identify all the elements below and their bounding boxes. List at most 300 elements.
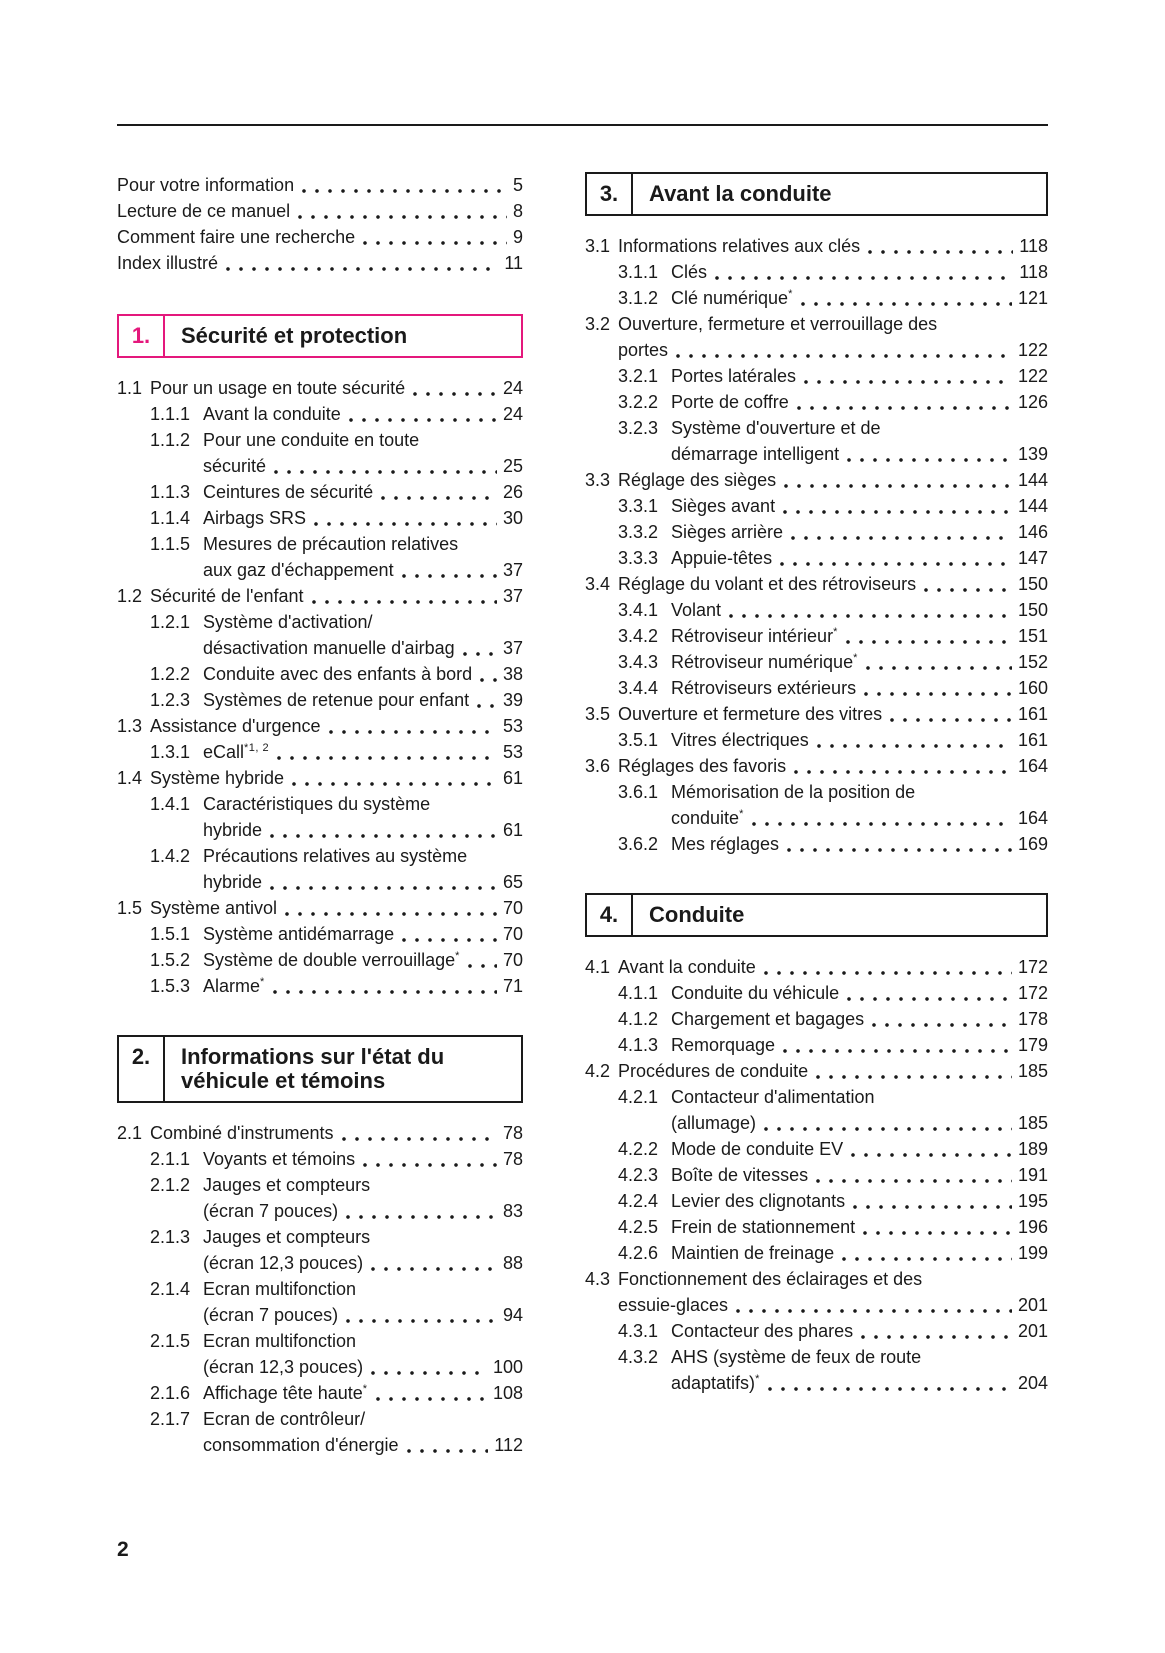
right-section-slot (585, 172, 1048, 1396)
entry-page-number: 30 (502, 508, 523, 528)
toc-section-3 (585, 172, 1048, 857)
dot-leader (768, 1387, 1012, 1391)
entry-label: Système antivol (150, 898, 278, 918)
entry-label: Rétroviseurs extérieurs (671, 678, 857, 698)
toc-entry[interactable] (117, 531, 523, 583)
toc-entry[interactable] (585, 597, 1048, 623)
toc-entry[interactable] (585, 285, 1048, 311)
entry-number: 4.1 (585, 957, 611, 977)
dot-leader (851, 1153, 1012, 1157)
footnote-marker: * (853, 652, 858, 664)
entry-label: Système de double verrouillage* (203, 950, 460, 970)
entry-label: Volant (671, 600, 722, 620)
footnote-marker: * (455, 950, 460, 962)
toc-entry[interactable] (585, 311, 1048, 363)
dot-leader (371, 1371, 487, 1375)
entry-label: Lecture de ce manuel (117, 201, 291, 221)
entry-label-line: Ecran multifonction (203, 1279, 357, 1299)
toc-entry[interactable] (585, 519, 1048, 545)
toc-entry[interactable] (585, 831, 1048, 857)
entry-number: 1.2.1 (150, 612, 191, 632)
dot-leader (480, 678, 497, 682)
entry-number: 3.2.2 (618, 392, 659, 412)
toc-entry[interactable] (585, 675, 1048, 701)
entry-number: 1.5 (117, 898, 143, 918)
entry-number: 4.2.4 (618, 1191, 659, 1211)
toc-entry[interactable] (585, 363, 1048, 389)
entry-label: Clé numérique* (671, 288, 793, 308)
dot-leader (736, 1309, 1012, 1313)
entry-number: 3.3 (585, 470, 611, 490)
entry-page-number: 108 (492, 1383, 523, 1403)
entry-number: 2.1 (117, 1123, 143, 1143)
dot-leader (298, 215, 507, 219)
toc-entry[interactable] (117, 1172, 523, 1224)
toc-entry[interactable] (117, 401, 523, 427)
toc-entry[interactable] (117, 1406, 523, 1458)
dot-leader (349, 418, 497, 422)
toc-entry[interactable] (585, 1214, 1048, 1240)
dot-leader (346, 1319, 497, 1323)
toc-entry[interactable] (117, 427, 523, 479)
entry-label: Pour un usage en toute sécurité (150, 378, 406, 398)
entry-number: 4.3.1 (618, 1321, 659, 1341)
entry-page-number: 5 (512, 175, 523, 195)
toc-section-2 (117, 1035, 523, 1458)
toc-entry[interactable] (585, 980, 1048, 1006)
entry-number: 3.3.3 (618, 548, 659, 568)
toc-entry[interactable] (117, 224, 523, 250)
entry-label: Système antidémarrage (203, 924, 395, 944)
entry-number: 1.2.3 (150, 690, 191, 710)
entry-label: Sièges arrière (671, 522, 784, 542)
entry-label: adaptatifs)* (671, 1373, 760, 1393)
top-divider-rule (117, 124, 1048, 126)
entry-page-number: 70 (502, 898, 523, 918)
toc-entry[interactable] (585, 954, 1048, 980)
dot-leader (715, 276, 1013, 280)
entry-label: Levier des clignotants (671, 1191, 846, 1211)
dot-leader (847, 458, 1012, 462)
footnote-marker: * (260, 976, 265, 988)
entry-number: 3.4.3 (618, 652, 659, 672)
entry-number: 3.6.1 (618, 782, 659, 802)
entry-page-number: 196 (1017, 1217, 1048, 1237)
entry-number: 4.1.2 (618, 1009, 659, 1029)
dot-leader (402, 938, 497, 942)
footnote-marker: * (362, 1383, 368, 1395)
entry-number: 1.5.3 (150, 976, 191, 996)
entry-label: Chargement et bagages (671, 1009, 865, 1029)
entry-page-number: 78 (502, 1123, 523, 1143)
dot-leader (273, 990, 497, 994)
toc-section-4 (585, 893, 1048, 1396)
entry-page-number: 94 (502, 1305, 523, 1325)
entry-label: Maintien de freinage (671, 1243, 835, 1263)
entry-label: (écran 12,3 pouces) (203, 1357, 364, 1377)
dot-leader (804, 380, 1012, 384)
section-entries (117, 375, 523, 999)
entry-label: Informations relatives aux clés (618, 236, 861, 256)
dot-leader (864, 692, 1012, 696)
entry-label: Vitres électriques (671, 730, 809, 750)
section-header-box (585, 172, 1048, 216)
dot-leader (784, 484, 1012, 488)
entry-number: 2.1.4 (150, 1279, 191, 1299)
entry-label-line: Ouverture, fermeture et verrouillage des (618, 314, 938, 334)
entry-label: Comment faire une recherche (117, 227, 356, 247)
toc-entry[interactable] (117, 687, 523, 713)
toc-entry[interactable] (117, 1276, 523, 1328)
entry-number: 4.2.2 (618, 1139, 659, 1159)
toc-entry[interactable] (117, 843, 523, 895)
entry-page-number: 70 (502, 924, 523, 944)
toc-entry[interactable] (117, 791, 523, 843)
toc-entry[interactable] (117, 973, 523, 999)
entry-page-number: 70 (502, 950, 523, 970)
footnote-marker: * (833, 626, 838, 638)
entry-page-number: 144 (1017, 496, 1048, 516)
dot-leader (853, 1205, 1012, 1209)
toc-entry[interactable] (117, 172, 523, 198)
section-title: Informations sur l'état du véhicule et témoins (181, 1044, 445, 1093)
dot-leader (226, 267, 498, 271)
toc-entry[interactable] (117, 1224, 523, 1276)
entry-label: Index illustré (117, 253, 219, 273)
dot-leader (783, 1049, 1012, 1053)
entry-page-number: 179 (1017, 1035, 1048, 1055)
left-column (117, 172, 523, 1458)
footnote-marker: * (788, 288, 793, 300)
dot-leader (863, 1231, 1012, 1235)
entry-number: 2.1.7 (150, 1409, 191, 1429)
entry-page-number: 147 (1017, 548, 1048, 568)
footnote-marker: *1, 2 (244, 742, 270, 754)
entry-number: 3.3.2 (618, 522, 659, 542)
toc-entry[interactable] (117, 609, 523, 661)
entry-page-number: 71 (502, 976, 523, 996)
entry-number: 2.1.3 (150, 1227, 191, 1247)
entry-number: 1.1.5 (150, 534, 191, 554)
toc-entry[interactable] (117, 505, 523, 531)
dot-leader (791, 536, 1012, 540)
dot-leader (292, 782, 497, 786)
entry-label: Réglage des sièges (618, 470, 777, 490)
dot-leader (817, 744, 1012, 748)
entry-label: Affichage tête haute* (203, 1383, 368, 1403)
dot-leader (312, 600, 497, 604)
entry-number: 4.2.1 (618, 1087, 659, 1107)
toc-entry[interactable] (117, 1380, 523, 1406)
entry-number: 1.1.1 (150, 404, 191, 424)
dot-leader (376, 1397, 487, 1401)
entry-label: portes (618, 340, 669, 360)
toc-entry[interactable] (585, 1058, 1048, 1084)
entry-label: eCall$^{*1, 2}$ (203, 742, 270, 762)
entry-label: Mes réglages (671, 834, 780, 854)
entry-page-number: 83 (502, 1201, 523, 1221)
entry-number: 1.4.1 (150, 794, 191, 814)
entry-page-number: 122 (1017, 340, 1048, 360)
toc-entry[interactable] (585, 1344, 1048, 1396)
entry-label: conduite* (671, 808, 744, 828)
entry-number: 2.1.1 (150, 1149, 191, 1169)
entry-number: 3.4.1 (618, 600, 659, 620)
entry-page-number: 53 (502, 742, 523, 762)
toc-entry[interactable] (585, 233, 1048, 259)
entry-page-number: 61 (502, 768, 523, 788)
entry-page-number: 164 (1017, 756, 1048, 776)
toc-entry[interactable] (585, 259, 1048, 285)
entry-number: 1.4.2 (150, 846, 191, 866)
dot-leader (787, 848, 1012, 852)
entry-page-number: 122 (1017, 366, 1048, 386)
entry-page-number: 161 (1017, 730, 1048, 750)
entry-number: 2.1.6 (150, 1383, 191, 1403)
entry-page-number: 37 (502, 560, 523, 580)
entry-label-line: Précautions relatives au système (203, 846, 468, 866)
entry-number: 3.1.1 (618, 262, 659, 282)
toc-entry[interactable] (585, 649, 1048, 675)
toc-entry[interactable] (585, 1188, 1048, 1214)
toc-entry[interactable] (117, 1146, 523, 1172)
entry-page-number: 152 (1017, 652, 1048, 672)
entry-page-number: 38 (502, 664, 523, 684)
dot-leader (794, 770, 1012, 774)
entry-page-number: 121 (1017, 288, 1048, 308)
entry-label: Sécurité de l'enfant (150, 586, 304, 606)
section-number: 4. (587, 895, 633, 935)
entry-label-line: Jauges et compteurs (203, 1227, 371, 1247)
toc-entry[interactable] (117, 583, 523, 609)
dot-leader (285, 912, 497, 916)
entry-page-number: 204 (1017, 1373, 1048, 1393)
dot-leader (764, 1127, 1012, 1131)
dot-leader (924, 588, 1012, 592)
entry-number: 1.3 (117, 716, 143, 736)
entry-page-number: 146 (1017, 522, 1048, 542)
toc-entry[interactable] (585, 545, 1048, 571)
entry-page-number: 126 (1017, 392, 1048, 412)
toc-entry[interactable] (117, 895, 523, 921)
right-column (585, 172, 1048, 1458)
entry-page-number: 160 (1017, 678, 1048, 698)
entry-label: Alarme* (203, 976, 265, 996)
dot-leader (381, 496, 497, 500)
entry-label-line: Fonctionnement des éclairages et des (618, 1269, 923, 1289)
entry-label-line: AHS (système de feux de route (671, 1347, 922, 1367)
toc-entry[interactable] (585, 467, 1048, 493)
entry-page-number: 112 (494, 1435, 523, 1455)
entry-label: (écran 12,3 pouces) (203, 1253, 364, 1273)
dot-leader (270, 834, 497, 838)
entry-number: 4.3.2 (618, 1347, 659, 1367)
entry-page-number: 100 (492, 1357, 523, 1377)
entry-label: Ouverture et fermeture des vitres (618, 704, 883, 724)
entry-page-number: 195 (1017, 1191, 1048, 1211)
entry-page-number: 37 (502, 586, 523, 606)
toc-entry[interactable] (585, 1318, 1048, 1344)
entry-number: 3.2 (585, 314, 611, 334)
toc-entry[interactable] (117, 739, 523, 765)
entry-label-line: Contacteur d'alimentation (671, 1087, 875, 1107)
toc-entry[interactable] (585, 623, 1048, 649)
toc-entry[interactable] (585, 1032, 1048, 1058)
toc-entry[interactable] (117, 375, 523, 401)
entry-label: Rétroviseur intérieur* (671, 626, 838, 646)
dot-leader (477, 704, 497, 708)
dot-leader (274, 470, 497, 474)
dot-leader (797, 406, 1012, 410)
entry-page-number: 144 (1017, 470, 1048, 490)
section-number: 1. (119, 316, 165, 356)
entry-label: Procédures de conduite (618, 1061, 809, 1081)
entry-number: 3.2.3 (618, 418, 659, 438)
toc-entry[interactable] (585, 1240, 1048, 1266)
toc-entry[interactable] (585, 1136, 1048, 1162)
toc-entry[interactable] (585, 1162, 1048, 1188)
entry-label: Conduite avec des enfants à bord (203, 664, 473, 684)
entry-page-number: 118 (1019, 262, 1048, 282)
entry-label: (écran 7 pouces) (203, 1201, 339, 1221)
dot-leader (764, 971, 1012, 975)
toc-entry[interactable] (117, 765, 523, 791)
dot-leader (407, 1449, 489, 1453)
entry-number: 1.5.1 (150, 924, 191, 944)
entry-page-number: 9 (512, 227, 523, 247)
toc-entry[interactable] (117, 947, 523, 973)
entry-page-number: 201 (1017, 1295, 1048, 1315)
section-header-box (117, 1035, 523, 1103)
entry-label: Porte de coffre (671, 392, 789, 412)
entry-page-number: 39 (502, 690, 523, 710)
toc-entry[interactable] (117, 198, 523, 224)
entry-number: 3.1.2 (618, 288, 659, 308)
dot-leader (463, 652, 497, 656)
entry-number: 3.6.2 (618, 834, 659, 854)
entry-page-number: 37 (502, 638, 523, 658)
entry-label-line: Jauges et compteurs (203, 1175, 371, 1195)
entry-page-number: 172 (1017, 983, 1048, 1003)
toc-entry[interactable] (585, 1006, 1048, 1032)
toc-entry[interactable] (585, 1084, 1048, 1136)
entry-page-number: 8 (512, 201, 523, 221)
dot-leader (846, 640, 1012, 644)
toc-entry[interactable] (117, 661, 523, 687)
dot-leader (872, 1023, 1012, 1027)
entry-label: (écran 7 pouces) (203, 1305, 339, 1325)
entry-page-number: 65 (502, 872, 523, 892)
section-title: Conduite (649, 902, 745, 927)
dot-leader (277, 756, 497, 760)
toc-entry[interactable] (585, 389, 1048, 415)
section-entries (585, 954, 1048, 1396)
toc-columns (117, 172, 1048, 1458)
section-title: Sécurité et protection (181, 323, 408, 348)
section-header-box (585, 893, 1048, 937)
entry-number: 4.2.6 (618, 1243, 659, 1263)
dot-leader (346, 1215, 497, 1219)
page-number: 2 (117, 1538, 129, 1561)
section-entries (117, 1120, 523, 1458)
toc-entry[interactable] (585, 701, 1048, 727)
entry-number: 2.1.2 (150, 1175, 191, 1195)
toc-entry[interactable] (117, 1120, 523, 1146)
toc-entry[interactable] (585, 1266, 1048, 1318)
entry-number: 3.1 (585, 236, 611, 256)
entry-label: Voyants et témoins (203, 1149, 356, 1169)
entry-label: Airbags SRS (203, 508, 307, 528)
entry-label: Frein de stationnement (671, 1217, 856, 1237)
entry-page-number: 164 (1017, 808, 1048, 828)
entry-label-line: Ecran de contrôleur/ (203, 1409, 366, 1429)
toc-entry[interactable] (117, 479, 523, 505)
entry-label: essuie-glaces (618, 1295, 729, 1315)
entry-number: 3.4.4 (618, 678, 659, 698)
toc-entry[interactable] (117, 250, 523, 276)
entry-page-number: 169 (1017, 834, 1048, 854)
toc-entry[interactable] (585, 727, 1048, 753)
section-entries (585, 233, 1048, 857)
entry-page-number: 118 (1019, 236, 1048, 256)
entry-page-number: 61 (502, 820, 523, 840)
dot-leader (413, 392, 497, 396)
entry-page-number: 185 (1017, 1061, 1048, 1081)
entry-label: (allumage) (671, 1113, 757, 1133)
entry-label: démarrage intelligent (671, 444, 840, 464)
dot-leader (363, 1163, 497, 1167)
toc-entry[interactable] (585, 753, 1048, 779)
dot-leader (890, 718, 1012, 722)
entry-page-number: 26 (502, 482, 523, 502)
entry-number: 4.3 (585, 1269, 611, 1289)
dot-leader (816, 1075, 1012, 1079)
entry-number: 3.4 (585, 574, 611, 594)
dot-leader (847, 997, 1012, 1001)
entry-number: 1.3.1 (150, 742, 191, 762)
toc-entry[interactable] (585, 415, 1048, 467)
entry-number: 4.1.3 (618, 1035, 659, 1055)
toc-entry[interactable] (117, 1328, 523, 1380)
toc-entry[interactable] (585, 779, 1048, 831)
entry-label: Ceintures de sécurité (203, 482, 374, 502)
toc-entry[interactable] (117, 713, 523, 739)
entry-page-number: 201 (1017, 1321, 1048, 1341)
entry-label: Assistance d'urgence (150, 716, 321, 736)
entry-number: 4.1.1 (618, 983, 659, 1003)
section-header-box (117, 314, 523, 358)
toc-entry[interactable] (117, 921, 523, 947)
entry-page-number: 199 (1017, 1243, 1048, 1263)
entry-page-number: 78 (502, 1149, 523, 1169)
toc-entry[interactable] (585, 493, 1048, 519)
toc-entry[interactable] (585, 571, 1048, 597)
entry-label-line: Système d'activation/ (203, 612, 373, 632)
entry-number: 1.2.2 (150, 664, 191, 684)
toc-section-1 (117, 314, 523, 999)
entry-label-line: Caractéristiques du système (203, 794, 431, 814)
section-number: 3. (587, 174, 633, 214)
dot-leader (729, 614, 1012, 618)
footnote-marker: * (739, 808, 744, 820)
entry-label: Réglages des favoris (618, 756, 787, 776)
footnote-marker: * (755, 1373, 760, 1385)
entry-label: Clés (671, 262, 708, 282)
left-section-slot (117, 314, 523, 1458)
entry-number: 1.4 (117, 768, 143, 788)
entry-label: Portes latérales (671, 366, 797, 386)
entry-label: Pour votre information (117, 175, 295, 195)
